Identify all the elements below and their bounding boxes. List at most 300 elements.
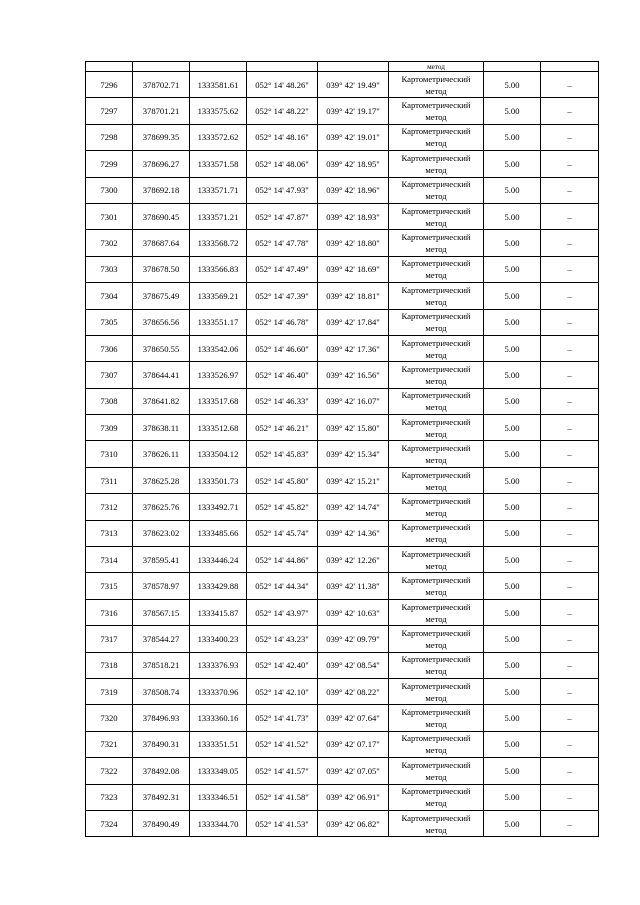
- method-line-2: метод: [425, 164, 447, 175]
- method-line-1: Картометрический: [401, 205, 471, 216]
- method-line-1: Картометрический: [401, 311, 471, 322]
- table-row: [86, 599, 599, 625]
- method-line-2: метод: [425, 349, 447, 360]
- method-line-2: метод: [425, 323, 447, 334]
- table-row: [86, 415, 599, 441]
- cell-y: 1333571.71: [190, 177, 247, 203]
- method-line-1: Картометрический: [401, 786, 471, 797]
- cell-latitude: 052° 14' 47.78": [247, 230, 318, 256]
- cell-note: –: [541, 388, 599, 414]
- method-line-1: Картометрический: [401, 812, 471, 823]
- cell-method: [389, 599, 484, 625]
- cell-note: –: [541, 599, 599, 625]
- cell-method: [389, 652, 484, 678]
- cell-point-number: 7297: [86, 98, 133, 124]
- cell-x: 378641.82: [133, 388, 190, 414]
- cell-point-number: 7320: [86, 705, 133, 731]
- cell-method: [389, 309, 484, 335]
- cell-x: 378692.18: [133, 177, 190, 203]
- cell-note: –: [541, 283, 599, 309]
- cell-latitude: 052° 14' 46.78": [247, 309, 318, 335]
- cell-longitude: 039° 42' 08.22": [318, 678, 389, 704]
- cell-x: 378544.27: [133, 626, 190, 652]
- cell-point-number: [86, 62, 133, 72]
- cell-x: 378638.11: [133, 415, 190, 441]
- cell-longitude: 039° 42' 18.81": [318, 283, 389, 309]
- cell-note: –: [541, 98, 599, 124]
- table-row: [86, 203, 599, 229]
- cell-longitude: 039° 42' 08.54": [318, 652, 389, 678]
- cell-x: 378678.50: [133, 256, 190, 282]
- cell-x: 378644.41: [133, 362, 190, 388]
- cell-longitude: [318, 62, 389, 72]
- table-row: [86, 230, 599, 256]
- cell-accuracy: 5.00: [484, 573, 541, 599]
- method-line-1: Картометрический: [401, 416, 471, 427]
- cell-y: 1333446.24: [190, 547, 247, 573]
- cell-latitude: [247, 62, 318, 72]
- method-line-1: Картометрический: [401, 495, 471, 506]
- cell-y: 1333517.68: [190, 388, 247, 414]
- cell-latitude: 052° 14' 43.23": [247, 626, 318, 652]
- cell-point-number: 7313: [86, 520, 133, 546]
- cell-x: 378702.71: [133, 72, 190, 98]
- cell-longitude: 039° 42' 16.56": [318, 362, 389, 388]
- cell-x: 378696.27: [133, 151, 190, 177]
- cell-method: [389, 362, 484, 388]
- cell-note: –: [541, 151, 599, 177]
- cell-x: 378518.21: [133, 652, 190, 678]
- cell-note: –: [541, 573, 599, 599]
- cell-note: –: [541, 494, 599, 520]
- cell-y: 1333512.68: [190, 415, 247, 441]
- cell-accuracy: 5.00: [484, 309, 541, 335]
- cell-y: 1333349.05: [190, 758, 247, 784]
- cell-accuracy: 5.00: [484, 256, 541, 282]
- cell-point-number: 7316: [86, 599, 133, 625]
- method-line-2: метод: [425, 587, 447, 598]
- cell-latitude: 052° 14' 47.39": [247, 283, 318, 309]
- table-row: [86, 388, 599, 414]
- cell-x: 378578.97: [133, 573, 190, 599]
- table-row: [86, 731, 599, 757]
- method-line-2: метод: [425, 375, 447, 386]
- cell-y: 1333400.23: [190, 626, 247, 652]
- cell-x: 378675.49: [133, 283, 190, 309]
- cell-latitude: 052° 14' 45.80": [247, 467, 318, 493]
- cell-method: [389, 705, 484, 731]
- cell-longitude: 039° 42' 14.36": [318, 520, 389, 546]
- cell-x: 378496.93: [133, 705, 190, 731]
- cell-latitude: 052° 14' 44.86": [247, 547, 318, 573]
- cell-x: 378567.15: [133, 599, 190, 625]
- cell-x: [133, 62, 190, 72]
- method-line-2: метод: [425, 560, 447, 571]
- cell-y: 1333571.21: [190, 203, 247, 229]
- cell-note: –: [541, 415, 599, 441]
- cell-accuracy: 5.00: [484, 626, 541, 652]
- cell-method: [389, 203, 484, 229]
- cell-longitude: 039° 42' 15.80": [318, 415, 389, 441]
- method-line-1: Картометрический: [401, 258, 471, 269]
- cell-y: 1333526.97: [190, 362, 247, 388]
- method-line-1: Картометрический: [401, 575, 471, 586]
- cell-longitude: 039° 42' 18.93": [318, 203, 389, 229]
- cell-point-number: 7317: [86, 626, 133, 652]
- cell-point-number: 7312: [86, 494, 133, 520]
- cell-y: 1333551.17: [190, 309, 247, 335]
- cell-method: [389, 72, 484, 98]
- cell-point-number: 7321: [86, 731, 133, 757]
- cell-note: –: [541, 124, 599, 150]
- cell-point-number: 7304: [86, 283, 133, 309]
- cell-x: 378690.45: [133, 203, 190, 229]
- table-row: [86, 494, 599, 520]
- cell-method: [389, 230, 484, 256]
- cell-point-number: 7300: [86, 177, 133, 203]
- method-line-2: метод: [425, 798, 447, 809]
- cell-x: 378623.02: [133, 520, 190, 546]
- cell-y: 1333376.93: [190, 652, 247, 678]
- cell-y: 1333346.51: [190, 784, 247, 810]
- cell-latitude: 052° 14' 47.93": [247, 177, 318, 203]
- cell-y: 1333575.62: [190, 98, 247, 124]
- cell-note: –: [541, 547, 599, 573]
- cell-y: 1333429.88: [190, 573, 247, 599]
- cell-latitude: 052° 14' 48.06": [247, 151, 318, 177]
- cell-y: 1333492.71: [190, 494, 247, 520]
- method-line-1: Картометрический: [401, 126, 471, 137]
- cell-accuracy: 5.00: [484, 177, 541, 203]
- cell-method: [389, 388, 484, 414]
- cell-accuracy: 5.00: [484, 335, 541, 361]
- cell-point-number: 7315: [86, 573, 133, 599]
- cell-latitude: 052° 14' 48.22": [247, 98, 318, 124]
- cell-y: 1333569.21: [190, 283, 247, 309]
- cell-point-number: 7311: [86, 467, 133, 493]
- method-line-1: Картометрический: [401, 73, 471, 84]
- cell-method: [389, 810, 484, 836]
- cell-longitude: 039° 42' 16.07": [318, 388, 389, 414]
- cell-point-number: 7314: [86, 547, 133, 573]
- cell-note: –: [541, 731, 599, 757]
- cell-latitude: 052° 14' 41.58": [247, 784, 318, 810]
- cell-accuracy: 5.00: [484, 124, 541, 150]
- cell-y: 1333571.58: [190, 151, 247, 177]
- table-row: [86, 652, 599, 678]
- table-row: [86, 520, 599, 546]
- method-line-2: метод: [425, 244, 447, 255]
- table-row: [86, 72, 599, 98]
- table-row: [86, 124, 599, 150]
- cell-method: метод: [389, 62, 484, 72]
- method-line-2: метод: [425, 745, 447, 756]
- table-row: [86, 441, 599, 467]
- method-line-2: метод: [425, 481, 447, 492]
- table-row: [86, 573, 599, 599]
- cell-note: –: [541, 441, 599, 467]
- method-line-2: метод: [425, 402, 447, 413]
- cell-accuracy: 5.00: [484, 810, 541, 836]
- cell-x: 378492.08: [133, 758, 190, 784]
- cell-point-number: 7302: [86, 230, 133, 256]
- cell-point-number: 7296: [86, 72, 133, 98]
- cell-longitude: 039° 42' 18.80": [318, 230, 389, 256]
- table-row: [86, 309, 599, 335]
- cell-note: –: [541, 705, 599, 731]
- table-row-continued: [86, 62, 599, 72]
- cell-longitude: 039° 42' 14.74": [318, 494, 389, 520]
- cell-accuracy: 5.00: [484, 652, 541, 678]
- method-line-2: метод: [425, 771, 447, 782]
- method-line-2: метод: [425, 639, 447, 650]
- method-line-2: метод: [425, 217, 447, 228]
- cell-note: –: [541, 309, 599, 335]
- method-line-2: метод: [425, 719, 447, 730]
- cell-accuracy: 5.00: [484, 203, 541, 229]
- cell-latitude: 052° 14' 41.52": [247, 731, 318, 757]
- method-line-1: Картометрический: [401, 100, 471, 111]
- cell-y: 1333581.61: [190, 72, 247, 98]
- method-line-2: метод: [425, 534, 447, 545]
- cell-longitude: 039° 42' 19.01": [318, 124, 389, 150]
- cell-method: [389, 573, 484, 599]
- method-line-2: метод: [425, 455, 447, 466]
- cell-y: 1333501.73: [190, 467, 247, 493]
- cell-latitude: 052° 14' 45.82": [247, 494, 318, 520]
- cell-y: 1333566.83: [190, 256, 247, 282]
- cell-point-number: 7305: [86, 309, 133, 335]
- cell-note: –: [541, 362, 599, 388]
- cell-note: –: [541, 520, 599, 546]
- method-line-1: Картометрический: [401, 284, 471, 295]
- cell-method: [389, 151, 484, 177]
- coordinates-table: [85, 61, 599, 837]
- cell-longitude: 039° 42' 15.21": [318, 467, 389, 493]
- cell-note: –: [541, 230, 599, 256]
- table-row: [86, 758, 599, 784]
- cell-point-number: 7318: [86, 652, 133, 678]
- cell-method: [389, 520, 484, 546]
- method-line-1: Картометрический: [401, 707, 471, 718]
- cell-point-number: 7323: [86, 784, 133, 810]
- cell-note: –: [541, 256, 599, 282]
- method-line-1: Картометрический: [401, 469, 471, 480]
- cell-longitude: 039° 42' 18.95": [318, 151, 389, 177]
- method-line-1: Картометрический: [401, 152, 471, 163]
- method-line-1: Картометрический: [401, 232, 471, 243]
- cell-longitude: 039° 42' 17.36": [318, 335, 389, 361]
- cell-latitude: 052° 14' 45.83": [247, 441, 318, 467]
- method-line-1: Картометрический: [401, 601, 471, 612]
- table-row: [86, 283, 599, 309]
- cell-latitude: 052° 14' 45.74": [247, 520, 318, 546]
- cell-y: 1333360.16: [190, 705, 247, 731]
- table-row: [86, 705, 599, 731]
- cell-method: [389, 98, 484, 124]
- cell-longitude: 039° 42' 09.79": [318, 626, 389, 652]
- cell-note: –: [541, 758, 599, 784]
- method-line-2: метод: [425, 112, 447, 123]
- cell-accuracy: 5.00: [484, 758, 541, 784]
- cell-x: 378699.35: [133, 124, 190, 150]
- cell-method: [389, 283, 484, 309]
- cell-point-number: 7310: [86, 441, 133, 467]
- method-line-2: метод: [425, 191, 447, 202]
- cell-method: [389, 177, 484, 203]
- cell-x: 378656.56: [133, 309, 190, 335]
- cell-note: –: [541, 810, 599, 836]
- cell-accuracy: 5.00: [484, 678, 541, 704]
- cell-latitude: 052° 14' 43.97": [247, 599, 318, 625]
- cell-accuracy: 5.00: [484, 98, 541, 124]
- method-line-2: метод: [425, 613, 447, 624]
- cell-method: [389, 335, 484, 361]
- cell-x: 378650.55: [133, 335, 190, 361]
- cell-method: [389, 124, 484, 150]
- method-line-2: метод: [425, 270, 447, 281]
- cell-longitude: 039° 42' 10.63": [318, 599, 389, 625]
- cell-note: –: [541, 335, 599, 361]
- method-line-1: Картометрический: [401, 654, 471, 665]
- cell-method: [389, 731, 484, 757]
- cell-y: 1333351.51: [190, 731, 247, 757]
- table-body: [86, 62, 599, 837]
- cell-accuracy: 5.00: [484, 230, 541, 256]
- cell-accuracy: 5.00: [484, 520, 541, 546]
- cell-longitude: 039° 42' 15.34": [318, 441, 389, 467]
- cell-x: 378508.74: [133, 678, 190, 704]
- cell-latitude: 052° 14' 48.16": [247, 124, 318, 150]
- cell-method: [389, 415, 484, 441]
- cell-latitude: 052° 14' 46.60": [247, 335, 318, 361]
- cell-accuracy: [484, 62, 541, 72]
- method-line-1: Картометрический: [401, 443, 471, 454]
- cell-accuracy: 5.00: [484, 705, 541, 731]
- table-row: [86, 547, 599, 573]
- method-line-2: метод: [425, 428, 447, 439]
- cell-latitude: 052° 14' 46.21": [247, 415, 318, 441]
- cell-accuracy: 5.00: [484, 731, 541, 757]
- cell-x: 378492.31: [133, 784, 190, 810]
- table-row: [86, 362, 599, 388]
- cell-latitude: 052° 14' 46.33": [247, 388, 318, 414]
- cell-latitude: 052° 14' 41.73": [247, 705, 318, 731]
- cell-accuracy: 5.00: [484, 784, 541, 810]
- cell-longitude: 039° 42' 07.17": [318, 731, 389, 757]
- cell-latitude: 052° 14' 46.40": [247, 362, 318, 388]
- cell-x: 378625.76: [133, 494, 190, 520]
- table-row: [86, 810, 599, 836]
- cell-longitude: 039° 42' 19.49": [318, 72, 389, 98]
- cell-note: –: [541, 177, 599, 203]
- method-line-1: Картометрический: [401, 390, 471, 401]
- cell-note: –: [541, 203, 599, 229]
- table-row: [86, 98, 599, 124]
- table-row: [86, 177, 599, 203]
- cell-y: 1333542.06: [190, 335, 247, 361]
- method-line-2: метод: [425, 138, 447, 149]
- cell-accuracy: 5.00: [484, 283, 541, 309]
- cell-method: [389, 784, 484, 810]
- cell-point-number: 7306: [86, 335, 133, 361]
- cell-note: [541, 62, 599, 72]
- cell-longitude: 039° 42' 07.05": [318, 758, 389, 784]
- table-row: [86, 256, 599, 282]
- cell-note: –: [541, 652, 599, 678]
- cell-latitude: 052° 14' 41.53": [247, 810, 318, 836]
- table-row: [86, 151, 599, 177]
- cell-point-number: 7322: [86, 758, 133, 784]
- cell-x: 378701.21: [133, 98, 190, 124]
- cell-accuracy: 5.00: [484, 494, 541, 520]
- cell-longitude: 039° 42' 06.91": [318, 784, 389, 810]
- cell-method: [389, 467, 484, 493]
- cell-accuracy: 5.00: [484, 441, 541, 467]
- method-line-1: Картометрический: [401, 337, 471, 348]
- cell-method: [389, 256, 484, 282]
- method-line-2: метод: [425, 296, 447, 307]
- cell-longitude: 039° 42' 17.84": [318, 309, 389, 335]
- cell-x: 378626.11: [133, 441, 190, 467]
- cell-longitude: 039° 42' 18.69": [318, 256, 389, 282]
- method-line-2: метод: [425, 824, 447, 835]
- cell-point-number: 7308: [86, 388, 133, 414]
- cell-latitude: 052° 14' 48.26": [247, 72, 318, 98]
- cell-note: –: [541, 678, 599, 704]
- cell-point-number: 7309: [86, 415, 133, 441]
- cell-y: 1333370.96: [190, 678, 247, 704]
- cell-point-number: 7319: [86, 678, 133, 704]
- cell-y: 1333415.87: [190, 599, 247, 625]
- cell-latitude: 052° 14' 42.40": [247, 652, 318, 678]
- cell-x: 378490.49: [133, 810, 190, 836]
- cell-accuracy: 5.00: [484, 599, 541, 625]
- cell-longitude: 039° 42' 06.82": [318, 810, 389, 836]
- method-line-1: Картометрический: [401, 179, 471, 190]
- cell-longitude: 039° 42' 19.17": [318, 98, 389, 124]
- cell-x: 378625.28: [133, 467, 190, 493]
- cell-latitude: 052° 14' 44.34": [247, 573, 318, 599]
- cell-accuracy: 5.00: [484, 151, 541, 177]
- cell-longitude: 039° 42' 12.26": [318, 547, 389, 573]
- cell-y: 1333568.72: [190, 230, 247, 256]
- cell-latitude: 052° 14' 42.10": [247, 678, 318, 704]
- cell-point-number: 7303: [86, 256, 133, 282]
- cell-method: [389, 758, 484, 784]
- cell-latitude: 052° 14' 47.49": [247, 256, 318, 282]
- table-row: [86, 335, 599, 361]
- cell-method: [389, 626, 484, 652]
- method-line-1: Картометрический: [401, 363, 471, 374]
- cell-longitude: 039° 42' 18.96": [318, 177, 389, 203]
- cell-y: 1333504.12: [190, 441, 247, 467]
- cell-accuracy: 5.00: [484, 72, 541, 98]
- cell-longitude: 039° 42' 07.64": [318, 705, 389, 731]
- cell-x: 378490.31: [133, 731, 190, 757]
- method-line-2: метод: [425, 692, 447, 703]
- cell-point-number: 7307: [86, 362, 133, 388]
- table-row: [86, 678, 599, 704]
- cell-accuracy: 5.00: [484, 547, 541, 573]
- cell-latitude: 052° 14' 41.57": [247, 758, 318, 784]
- cell-x: 378687.64: [133, 230, 190, 256]
- cell-y: [190, 62, 247, 72]
- table-row: [86, 467, 599, 493]
- method-line-1: Картометрический: [401, 548, 471, 559]
- cell-accuracy: 5.00: [484, 467, 541, 493]
- cell-point-number: 7301: [86, 203, 133, 229]
